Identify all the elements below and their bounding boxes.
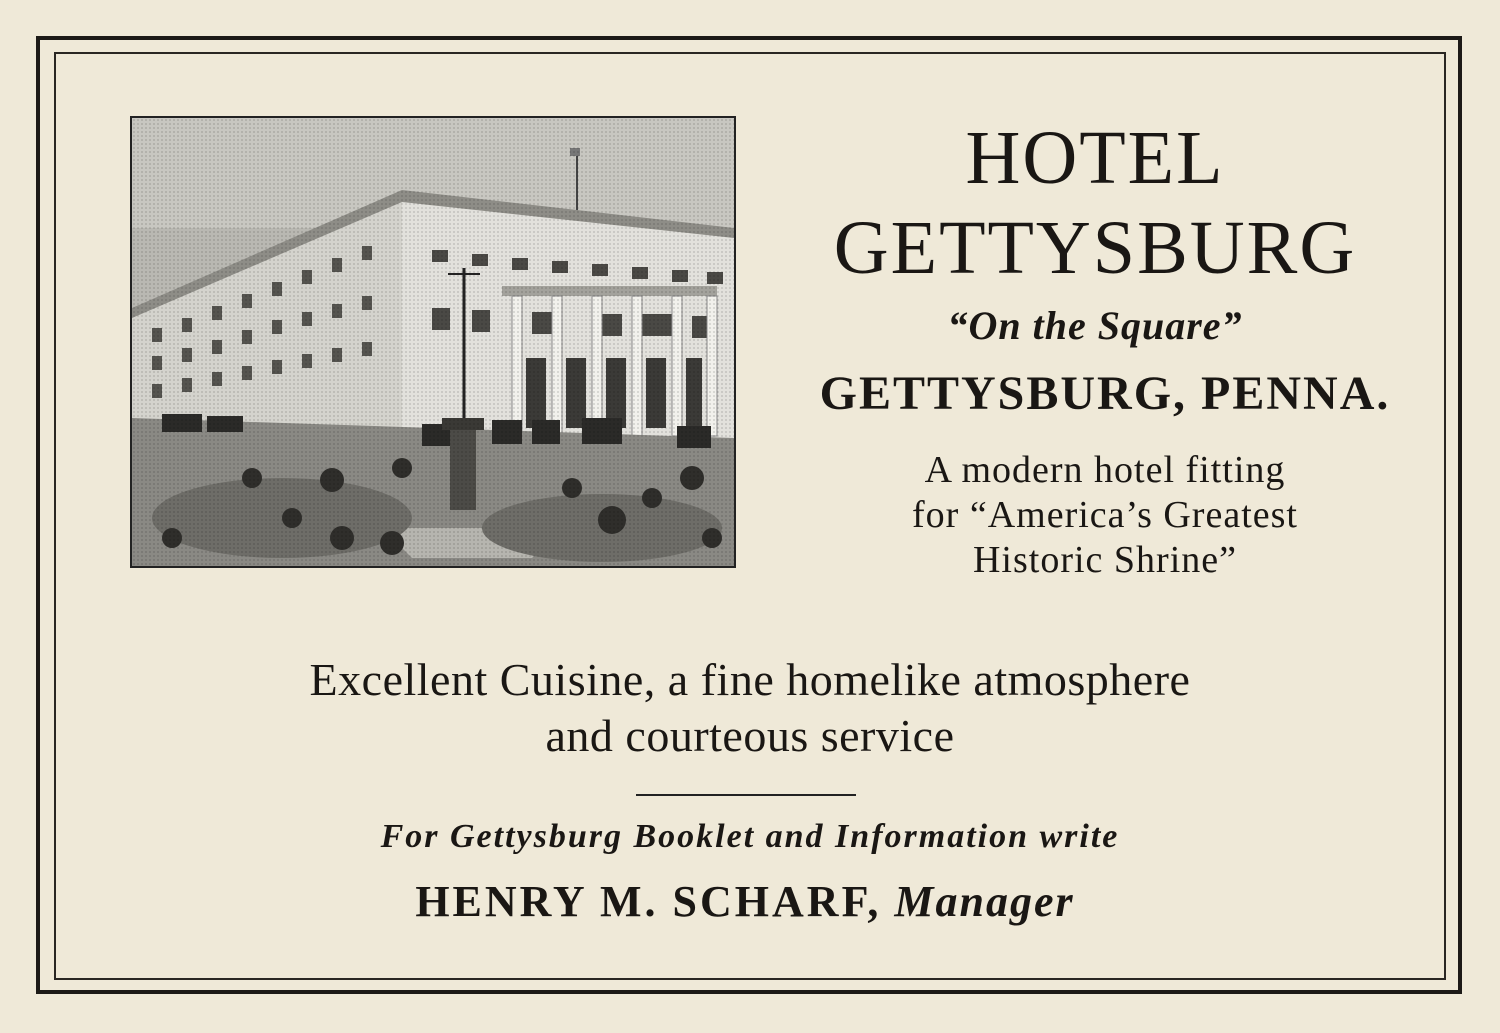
divider-rule [636, 794, 856, 796]
cuisine-text [150, 652, 1350, 764]
description-line: A modern hotel fitting [924, 449, 1286, 491]
hotel-title-line2: GETTYSBURG [833, 206, 1357, 290]
hotel-title-line1: HOTEL [965, 116, 1225, 200]
manager-line [150, 876, 1340, 927]
hotel-location: GETTYSBURG, PENNA. [819, 367, 1391, 420]
hotel-photo [130, 116, 736, 568]
manager-name: HENRY M. SCHARF, [415, 877, 882, 926]
manager-title: Manager [894, 877, 1075, 926]
booklet-text: For Gettysburg Booklet and Information write [380, 818, 1120, 855]
cuisine-line: and courteous service [545, 710, 955, 761]
description-line: Historic Shrine” [972, 539, 1237, 581]
hotel-tagline: “On the Square” [947, 303, 1243, 348]
hotel-description [860, 448, 1350, 583]
description-line: for “America’s Greatest [912, 494, 1298, 536]
cuisine-line: Excellent Cuisine, a fine homelike atmosphere [309, 654, 1191, 705]
